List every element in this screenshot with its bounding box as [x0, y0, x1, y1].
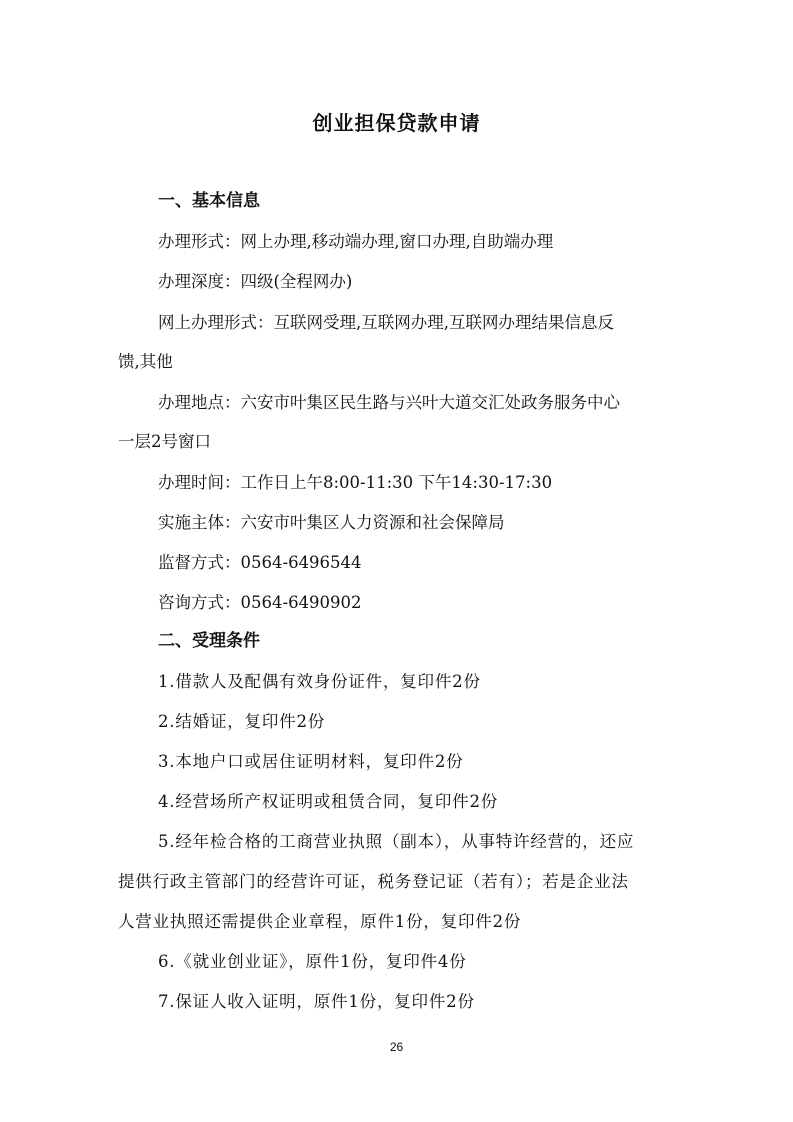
handling-location-cont: 一层2号窗口: [118, 432, 211, 451]
section-heading-basic-info: 一、基本信息: [158, 191, 260, 211]
handling-form: 办理形式：网上办理,移动端办理,窗口办理,自助端办理: [158, 232, 554, 251]
condition-5-cont-1: 提供行政主管部门的经营许可证，税务登记证（若有）；若是企业法: [118, 872, 629, 891]
condition-2: 2.结婚证，复印件2份: [158, 712, 326, 731]
condition-5: 5.经年检合格的工商营业执照（副本），从事特许经营的，还应: [158, 832, 635, 851]
consultation-phone: 咨询方式：0564-6490902: [158, 593, 362, 612]
condition-3: 3.本地户口或居住证明材料，复印件2份: [158, 752, 464, 771]
condition-4: 4.经营场所产权证明或租赁合同，复印件2份: [158, 792, 499, 811]
page-number: 26: [389, 1040, 404, 1054]
section-heading-conditions: 二、受理条件: [158, 631, 260, 651]
online-handling-form-cont: 馈,其他: [118, 352, 173, 371]
online-handling-form: 网上办理形式：互联网受理,互联网办理,互联网办理结果信息反: [158, 313, 614, 332]
implementing-body: 实施主体：六安市叶集区人力资源和社会保障局: [158, 513, 505, 532]
condition-1: 1.借款人及配偶有效身份证件，复印件2份: [158, 672, 481, 691]
condition-5-cont-2: 人营业执照还需提供企业章程，原件1份，复印件2份: [118, 912, 522, 931]
handling-location: 办理地点：六安市叶集区民生路与兴叶大道交汇处政务服务中心: [158, 393, 620, 412]
document-title: 创业担保贷款申请: [312, 111, 481, 135]
handling-time: 办理时间：工作日上午8:00-11:30 下午14:30-17:30: [158, 473, 553, 492]
supervision-phone: 监督方式：0564-6496544: [158, 553, 362, 572]
handling-depth: 办理深度：四级(全程网办): [158, 272, 353, 291]
condition-7: 7.保证人收入证明，原件1份，复印件2份: [158, 992, 475, 1011]
condition-6: 6.《就业创业证》，原件1份，复印件4份: [158, 952, 467, 971]
